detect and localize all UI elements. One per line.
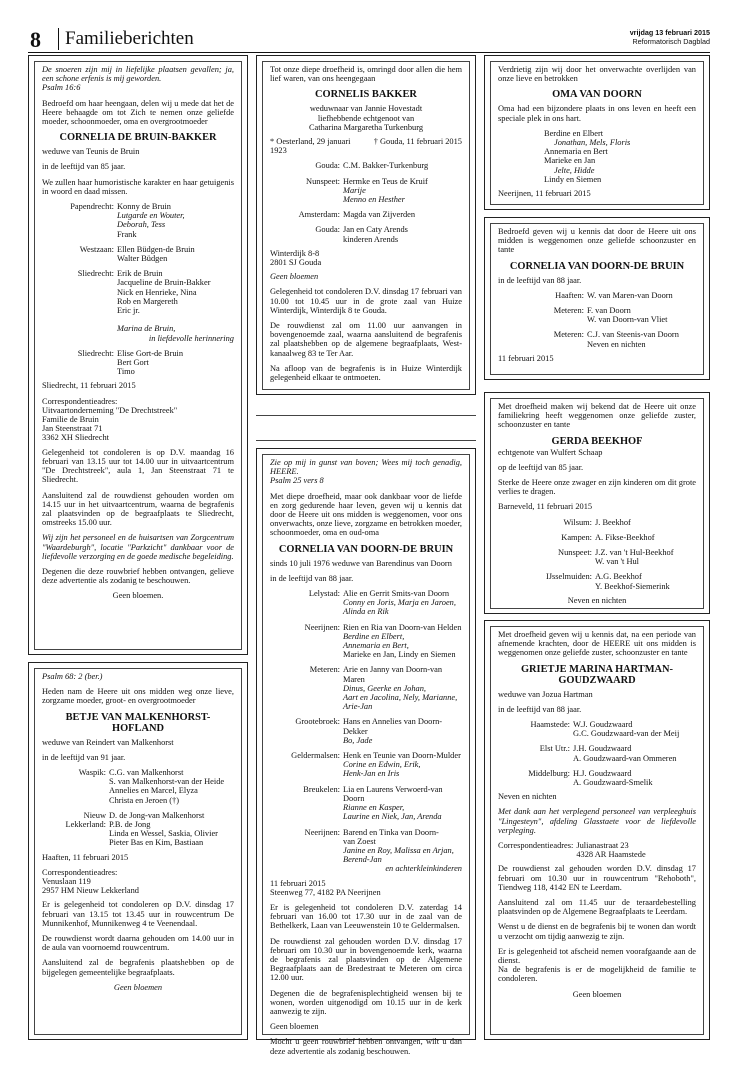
family-group [270,828,462,874]
service-text: De rouwdienst zal gehouden worden D.V. dinsdag 17 februari om 10.30 uur in bovengenoemde kerk, waarna de begrafenis zal plaatsvinden op de Algemene Begraafplaats aan de Bredestraat te Meteren om circa 12.00 uur. [270,936,462,983]
family-member: Corine en Edwin, Erik, [343,760,421,770]
age-line: in de leeftijd van 88 jaar. [498,704,582,714]
spouse-line: sinds 10 juli 1976 weduwe van Barendinus van Doorn [270,558,452,568]
family-group [270,225,462,243]
family-member: A. Goudzwaard-Smelik [573,778,653,788]
family-names [570,769,696,787]
family-member: Neven en nichten [587,339,646,349]
ad-cornelia-de-bruin-bakker [28,55,248,655]
family-place: Waspik: [78,768,106,778]
funeral-text: Aansluitend zal de rouwdienst gehouden worden om 14.15 uur in het uitvaartcentrum, waarna de begrafenis zal plaatsvinden op de begraafplaats te Sliedrecht, omstreeks 15.00 uur. [42,490,234,528]
family-member: Menno en Hesther [343,195,405,205]
family-member: Jan en Caty Arends [343,225,408,235]
family-member: Marije [343,185,366,195]
family-member: Konny de Bruin [117,202,171,212]
text-line: weduwnaar van Jannie Hovestadt [309,104,423,114]
family-member: Christa en Jeroen (†) [109,795,180,805]
age-line: op de leeftijd van 85 jaar. [498,462,584,472]
family-place: Lelystad: [308,589,340,599]
ad-intro: Verdrietig zijn wij door het onverwachte overlijden van onze lieve en betrokken [498,65,696,84]
place-date: Sliedrecht, 11 februari 2015 [42,381,136,391]
spouse-lines [270,104,462,132]
family-member: Y. Beekhof-Siemerink [595,581,670,591]
family-names [592,548,696,566]
family-member: Lia en Laurens Verwoerd-van Doorn [343,784,443,803]
place-date: Neerijnen, 11 februari 2015 [498,189,591,199]
family-group [498,744,696,762]
ad-cornelia-van-doorn-family [484,217,710,380]
condolence-text: Gelegenheid tot condoleren D.V. dinsdag 17 februari van 10.00 tot 10.45 uur in de grote zaal van Huize Winterdijk, Winterdijk 8 te Gouda. [270,287,462,315]
page-header [28,28,710,50]
ad-oma-van-doorn [484,55,710,210]
deceased-name: CORNELIA VAN DOORN-DE BRUIN [509,260,685,272]
family-names [340,828,462,874]
family-place: Kampen: [561,532,592,542]
header-rule [28,52,710,53]
family-names [114,245,234,263]
family-member: A. Goudzwaard-van Ommeren [573,753,677,763]
family-member: Alinda en Rik [343,607,389,617]
correspondence-label: Correspondentieadres: [498,841,574,851]
family-list [498,291,696,349]
spouse-line: weduwe van Reindert van Malkenhorst [42,737,174,747]
correspondence-address [42,406,234,443]
text-line: Familie de Bruin [42,415,99,425]
ad-text: Oma had een bijzondere plaats in ons leven en heeft een speciale plek in ons hart. [498,104,696,123]
request-text: Degenen die deze rouwbrief hebben ontvangen, gelieve deze advertentie als zodanig te beschouwen. [42,566,234,586]
text-line: Jan Steenstraat 71 [42,424,103,434]
family-member: C.G. van Malkenhorst [109,768,184,778]
family-names [592,572,696,590]
family-member: Magda van Zijverden [343,210,416,220]
family-group [42,768,234,805]
family-place: Neerijnen: [304,622,340,632]
family-place: Amsterdam: [298,210,340,220]
family-member: in liefdevolle herinnering [148,333,234,343]
family-place: Sliedrecht: [77,348,114,358]
family-group [42,202,234,239]
family-group [270,210,462,219]
family-group [270,177,462,205]
family-names [340,225,462,243]
family-member: Bo, Jade [343,735,373,745]
family-list [270,161,462,243]
deceased-name: CORNELIA DE BRUIN-BAKKER [59,132,217,144]
family-names [340,589,462,617]
text-line: Lindy en Siemen [544,174,602,184]
family-member: Hermke en Teus de Kruif [343,176,428,186]
family-place: Meteren: [553,306,584,316]
thanks-text: Met dank aan het verplegend personeel van verpleeghuis "Lingesteyn", afdeling Glasstaete voor de liefdevolle verpleging. [498,807,696,835]
ad-verse-ref: Psalm 25 vers 8 [270,476,324,486]
family-group [42,349,234,377]
family-member: Alie en Gerrit Smits-van Doorn [343,589,450,599]
family-group [498,291,696,300]
family-member: Jacqueline de Bruin-Bakker [117,278,211,288]
family-group [270,589,462,617]
family-member: Rob en Margereth [117,296,178,306]
spouse-line: weduwe van Teunis de Bruin [42,147,140,157]
deceased-name: CORNELIA VAN DOORN-DE BRUIN [278,543,454,555]
text-line: Catharina Margaretha Turkenburg [308,122,424,132]
family-member: J.H. Goudzwaard [573,744,632,754]
family-member: Elise Gort-de Bruin [117,348,184,358]
family-place: Westzaan: [79,244,114,254]
family-member: Linda en Wessel, Saskia, Olivier [109,829,218,839]
ad-intro: Bedroefd om haar heengaan, delen wij u mede dat het de Heere behaagde om tot Zich te nemen onze geliefde moeder, schoonmoeder, oma en overgrootmoeder [42,98,234,127]
home-address [270,249,462,267]
age-line: in de leeftijd van 85 jaar. [42,162,126,172]
family-place: Meteren: [553,330,584,340]
family-group [498,306,696,324]
family-member: Barend en Tinka van Doorn- [343,827,439,837]
family-member: Arie en Janny van Doorn-van Maren [343,665,443,684]
family-member: Eric jr. [117,306,140,316]
family-member: Marina de Bruin, [117,324,176,334]
family-place: Grootebroek: [295,717,340,727]
ad-cornelia-van-doorn-de-bruin [256,448,476,1056]
flowers-note: Geen bloemen [270,1022,319,1032]
correspondence-address [42,877,234,895]
cousins-line: Neven en nichten [498,792,557,802]
birth-death-row [270,137,462,155]
died-line: † Gouda, 11 februari 2015 [373,137,462,147]
family-place: Nunspeet: [558,548,592,558]
family-group [498,572,696,590]
family-member: P.B. de Jong [109,820,151,830]
service-text: De rouwdienst wordt daarna gehouden om 14.00 uur in de aula van voornoemd rouwcentrum. [42,934,234,953]
family-place: Neerijnen: [304,827,340,837]
family-group [42,811,234,848]
text-line: Uitvaartonderneming "De Drechtstreek" [42,405,178,415]
text-line: Julianastraat 23 [576,841,629,851]
age-line: in de leeftijd van 91 jaar. [42,752,126,762]
family-place: Haamstede: [530,720,570,730]
spouse-line: weduwe van Jozua Hartman [498,689,593,699]
family-member: W. van Doorn-van Vliet [587,315,668,325]
flowers-note: Geen bloemen [572,989,622,999]
ad-grietje-marina-hartman [484,620,710,1040]
ad-verse: Zie op mij in gunst van boven; Wees mij toch genadig, HEERE. [270,458,462,477]
family-member: G.C. Goudzwaard-van der Meij [573,729,680,739]
family-member: H.J. Goudzwaard [573,768,632,778]
family-names [340,665,462,711]
text-line: Annemaria en Bert [544,147,608,157]
family-place: Haaften: [555,290,584,300]
family-member: F. van Doorn [587,306,631,316]
family-member: D. de Jong-van Malkenhorst [109,810,205,820]
family-member: A. Fikse-Beekhof [595,532,655,542]
deceased-name: GERDA BEEKHOF [551,435,643,447]
family-names [340,785,462,822]
ad-intro: Met diepe droefheid, maar ook dankbaar voor de liefde en zorg gedurende haar leven, geven wij u kennis dat door de Heere uit ons midden is weggenomen, voor ons onverwachts, onze lieve, zorgzame en betrokken moeder, schoonmoeder, oma en oud-oma [270,491,462,538]
family-member: Walter Büdgen [117,254,168,264]
family-place: Elst Utr.: [539,744,570,754]
family-member: Hans en Annelies van Doorn-Dekker [343,717,443,736]
text-line: liefhebbende echtgenoot van [317,113,415,123]
family-member: S. van Malkenhorst-van der Heide [109,777,225,787]
family-member: Dinus, Geerke en Johan, [343,683,427,693]
family-member: kinderen Arends [343,234,399,244]
family-names [340,177,462,205]
ad-verse: De snoeren zijn mij in liefelijke plaatsen gevallen; ja, een schone erfenis is mij geworden. [42,65,234,84]
family-group [270,623,462,660]
family-place: Papendrecht: [70,202,114,212]
section-title: Familieberichten [58,28,194,50]
family-place: Meteren: [309,665,340,675]
family-member: W.J. Goudzwaard [573,720,633,730]
ad-intro: Met droefheid geven wij u kennis dat, na een periode van afnemende krachten, door de HEERE uit ons midden is weggenomen onze geliefde zuster, schoonzuster en tante [498,630,696,658]
condolence-text: Er is gelegenheid tot condoleren D.V. zaterdag 14 februari van 16.00 tot 17.30 uur in de zaal van de Bethelkerk, Laan van Leeuwenstein 10 te Geldermalsen. [270,902,462,931]
family-list [270,589,462,873]
age-line: in de leeftijd van 88 jaar. [498,275,582,285]
family-names [340,623,462,660]
family-names [114,202,234,239]
family-names [570,744,696,762]
family-member: Frank [117,229,137,239]
ad-gerda-beekhof [484,392,710,614]
page-number: 8 [30,27,41,52]
family-member: Rianne en Kasper, [343,803,405,813]
place-date: 11 februari 2015 [270,878,326,888]
family-names [106,768,234,805]
deceased-name: BETJE VAN MALKENHORST-HOFLAND [65,711,211,734]
ad-intro: Bedroefd geven wij u kennis dat door de Heere uit ons midden is weggenomen onze geliefde schoonzuster en tante [498,227,696,255]
family-member: Janine en Roy, Malissa en Arjan, [343,845,454,855]
family-member: Annelies en Marcel, Elyza [109,786,198,796]
text-line: Winterdijk 8-8 [270,248,320,258]
text-line: Berdine en Elbert [544,128,604,138]
ad-betje-van-malkenhorst [28,662,248,1040]
family-names [114,269,234,343]
family-group [270,717,462,745]
text-line: Marieke en Jan [544,156,596,166]
family-member: Annemaria en Bert, [343,641,409,651]
family-member: Laurine en Niek, Jan, Arenda [343,812,442,822]
family-names [584,306,696,324]
text-line: 4328 AR Haamstede [576,850,646,860]
family-member: Berend-Jan [343,855,382,865]
ad-intro: Tot onze diepe droefheid is, omringd door allen die hem lief waren, van ons heengegaan [270,65,462,84]
invite-text: Degenen die de begrafenisplechtigheid wensen bij te wonen, worden uitgenodigd om 10.15 uur in de kerk aanwezig te zijn. [270,988,462,1016]
masthead [630,28,710,46]
service-text: De rouwdienst zal om 11.00 uur aanvangen in bovengenoemde zaal, waarna aansluitend de begrafenis zal plaatshebben op de algemene begraafplaats, West-kanaalweg 83 te Ter Aar. [270,321,462,358]
family-member: Berdine en Elbert, [343,631,405,641]
family-group [498,720,696,738]
family-member: C.J. van Steenis-van Doorn [587,330,679,340]
family-member: Lutgarde en Wouter, [117,211,185,221]
correspondence-label: Correspondentieadres: [42,396,118,406]
family-member: Arie-Jan [343,702,373,712]
family-names [584,330,696,348]
family-member: W. van Maren-van Doorn [587,290,673,300]
ad-verse-ref: Psalm 16:6 [42,83,81,93]
correspondence-address [573,841,645,859]
place-date: Barneveld, 11 februari 2015 [498,502,593,512]
family-place: Middelburg: [528,768,570,778]
family-member: A.G. Beekhof [595,572,642,582]
family-member: Conny en Joris, Marja en Jaroen, [343,598,456,608]
home-address: Steenweg 77, 4182 PA Neerijnen [270,887,381,897]
column-divider [256,415,476,416]
place-date: 11 februari 2015 [498,353,554,363]
age-line: in de leeftijd van 88 jaar. [270,573,354,583]
ad-intro: Heden nam de Heere uit ons midden weg onze lieve, zorgzame moeder, groot- en overgrootmoeder [42,687,234,706]
family-member: Timo [117,367,135,377]
memory-text: We zullen haar humoristische karakter en haar getuigenis in woord en daad missen. [42,177,234,196]
deceased-name: GRIETJE MARINA HARTMAN-GOUDZWAARD [520,663,674,686]
family-place: Nunspeet: [306,176,340,186]
text-line: 2957 HM Nieuw Lekkerland [42,886,139,896]
family-place: Breukelen: [303,784,340,794]
family-member: Aart en Jacolina, Nely, Marianne, [343,693,458,703]
family-names [114,349,234,377]
burial-text: Aansluitend zal de begrafenis plaatshebben op de bijgelegen gemeentelijke begraafplaats. [42,958,234,977]
family-list [42,202,234,376]
family-group [498,769,696,787]
family-member: Deborah, Tess [117,220,166,230]
family-list [498,518,696,591]
family-names [106,811,234,848]
flowers-note: Geen bloemen [113,982,163,992]
family-member: Rien en Ria van Doorn-van Helden [343,622,462,632]
family-place: Gouda: [315,161,340,171]
ad-text: Sterke de Heere onze zwager en zijn kinderen om dit grote verlies te dragen. [498,478,696,497]
family-names [592,533,696,542]
family-group [270,785,462,822]
text-line: 3362 XH Sliedrecht [42,433,109,443]
family-names [592,518,696,527]
burial-text: Aansluitend zal om 11.45 uur de teraardebestelling plaatsvinden op de Algemene Begraafplaats te Leerdam. [498,898,696,917]
family-list [498,129,696,184]
after-text: Na de begrafenis is er de mogelijkheid de familie te condoleren. [498,965,696,984]
thanks-text: Wij zijn het personeel en de huisartsen van Zorgcentrum "Waardeburgh", locatie "Parkzicht" dankbaar voor de liefdevolle verzorging en de goede medische begeleiding. [42,533,234,561]
correspondence-label: Correspondentieadres: [42,867,118,877]
issue-date: vrijdag 13 februari 2015 [629,28,710,37]
family-member: Pieter Bas en Kim, Bastiaan [109,838,204,848]
family-member: Marieke en Jan, Lindy en Siemen [343,650,456,660]
family-names [340,161,462,170]
wish-text: Wenst u de dienst en de begrafenis bij te wonen dan wordt u verzocht om tijdig aanwezig te zijn. [498,922,696,941]
spouse-line: echtgenote van Wulfert Schaap [498,447,603,457]
text-line: 2801 SJ Gouda [270,258,322,268]
family-group [498,548,696,566]
family-member: Henk en Teunie van Doorn-Mulder [343,751,461,761]
family-group [498,330,696,348]
service-text: De rouwdienst zal gehouden worden D.V. dinsdag 17 februari om 10.30 uur in rouwcentrum "Rehoboth", Tiendweg 118, 4142 EN te Leerdam. [498,864,696,892]
family-names [570,720,696,738]
family-member: Erik de Bruin [117,269,163,279]
column-divider [256,440,476,441]
family-names [584,291,696,300]
family-member: J. Beekhof [595,517,631,527]
family-names [340,751,462,779]
family-place: Wilsum: [563,517,592,527]
text-line: Venuslaan 119 [42,877,91,887]
condolence-text: Er is gelegenheid tot condoleren op D.V. dinsdag 17 februari van 13.15 tot 13.45 uur in rouwcentrum De Munnikenhof, Munnikenweg 4 te Veenendaal. [42,900,234,928]
request-text: Mocht u geen rouwbrief hebben ontvangen, wilt u dan deze advertentie als zodanig beschouwen. [270,1037,462,1056]
born-line: * Oesterland, 29 januari 1923 [270,137,351,156]
family-member: Bert Gort [117,358,149,368]
family-group [42,245,234,263]
family-group [270,751,462,779]
flowers-note: Geen bloemen. [112,591,164,601]
condolence-text: Gelegenheid tot condoleren is op D.V. maandag 16 februari van 13.15 uur tot 14.00 uur in uitvaartcentrum "De Drechtstreek", aula 1, Jan Steenstraat 71 te Sliedrecht. [42,447,234,485]
place-date: Haaften, 11 februari 2015 [42,852,129,862]
deceased-name: CORNELIS BAKKER [315,89,417,101]
family-member: Henk-Jan en Iris [343,769,400,779]
ad-cornelis-bakker [256,55,476,395]
family-group [42,269,234,343]
family-place: IJsselmuiden: [545,572,592,582]
family-member: Nick en Henrieke, Nina [117,287,197,297]
family-names [340,210,462,219]
family-member: C.M. Bakker-Turkenburg [343,161,429,171]
flowers-note: Geen bloemen [270,272,319,282]
family-place: Sliedrecht: [77,269,114,279]
text-line: Jelte, Hidde [554,165,595,175]
family-place: Geldermalsen: [291,751,340,761]
family-place: Gouda: [315,225,340,235]
family-member: Ellen Büdgen-de Bruin [117,244,195,254]
family-list [42,768,234,848]
family-member: W. van 't Hul [595,557,640,567]
family-group [498,518,696,527]
family-member [117,315,234,324]
family-member: J.Z. van 't Hul-Beekhof [595,548,674,558]
note-text: Er is gelegenheid tot afscheid nemen voorafgaande aan de dienst. [498,946,696,966]
cousins-line: Neven en nichten [567,595,627,605]
family-member: en achterkleinkinderen [385,864,462,874]
family-list [498,720,696,787]
text-line: Jonathan, Mels, Floris [554,138,631,148]
family-group [498,533,696,542]
after-text: Na afloop van de begrafenis is in Huize Winterdijk gelegenheid elkaar te ontmoeten. [270,363,462,383]
family-group [270,161,462,170]
deceased-name: OMA VAN DOORN [552,89,642,101]
correspondence-row [498,841,696,859]
family-names [340,717,462,745]
family-place: Nieuw Lekkerland: [65,810,106,830]
paper-name: Reformatorisch Dagblad [632,37,710,46]
family-member: van Zoest [343,836,376,846]
ad-intro: Met droefheid maken wij bekend dat de Heere uit onze familiekring heeft weggenomen onze geliefde zuster, schoonzuster en tante [498,402,696,430]
ad-verse-ref: Psalm 68: 2 (ber.) [42,672,103,681]
family-group [270,665,462,711]
